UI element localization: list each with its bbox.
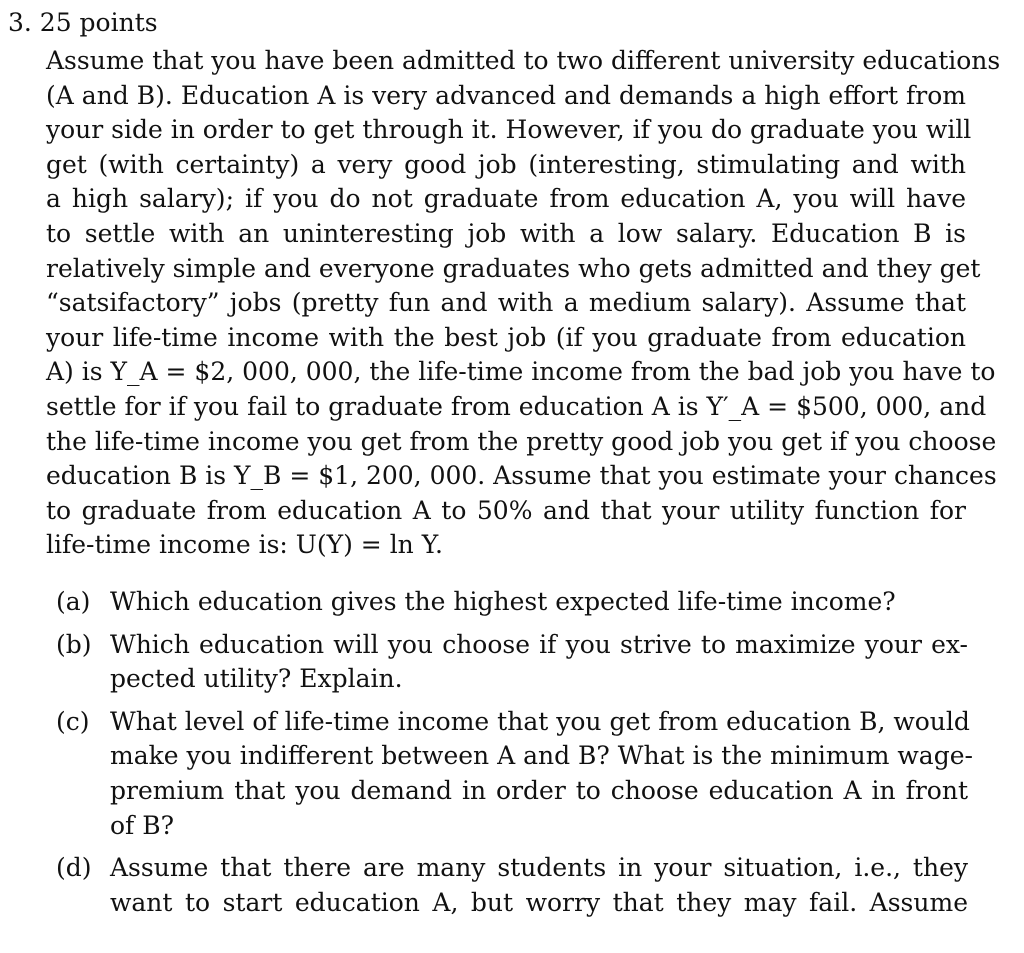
subquestion-text: [110, 705, 973, 843]
statement-line: a high salary); if you do not graduate from education A, you will have: [46, 184, 966, 214]
statement-line: your life-time income with the best job (if you graduate from education: [46, 322, 966, 352]
statement-line: education B is Y_B = $1, 200, 000. Assume that you estimate your chances: [46, 461, 997, 491]
statement-line: relatively simple and everyone graduates who gets admitted and they get: [46, 253, 981, 283]
subquestion-line: of B?: [110, 810, 175, 840]
subquestion-b: [56, 628, 968, 697]
subquestion-text: [110, 851, 968, 920]
subquestion-line: pected utility? Explain.: [110, 664, 403, 694]
statement-line: the life-time income you get from the pretty good job you get if you choose: [46, 426, 997, 456]
statement-line: (A and B). Education A is very advanced and demands a high effort from: [46, 80, 966, 110]
statement-line: A) is Y_A = $2, 000, 000, the life-time income from the bad job you have to: [46, 357, 996, 387]
subquestion-line: Assume that there are many students in your situation, i.e., they: [110, 853, 968, 883]
subquestion-label: (a): [56, 587, 91, 616]
problem-statement: [46, 44, 1001, 563]
subquestion-label: (b): [56, 629, 92, 659]
subquestion-line: make you indifferent between A and B? What is the minimum wage-: [110, 741, 973, 771]
subquestion-line: premium that you demand in order to choose education A in front: [110, 775, 968, 805]
statement-line: get (with certainty) a very good job (interesting, stimulating and with: [46, 149, 966, 179]
statement-line: your side in order to get through it. However, if you do graduate you will: [46, 115, 972, 145]
statement-line: “satsifactory” jobs (pretty fun and with a medium salary). Assume that: [46, 288, 966, 318]
subquestion-label: (c): [56, 706, 90, 736]
subquestion-text: [110, 585, 968, 620]
subquestion-d: [56, 851, 968, 920]
statement-line: to settle with an uninteresting job with a low salary. Education B is: [46, 218, 966, 248]
subquestion-line: What level of life-time income that you get from education B, would: [110, 706, 970, 736]
problem-header: 3. 25 points: [8, 8, 158, 37]
statement-line: settle for if you fail to graduate from education A is Y′_A = $500, 000, and: [46, 391, 987, 421]
subquestion-line: Which education will you choose if you strive to maximize your ex-: [110, 629, 968, 659]
subquestion-c: [56, 705, 973, 843]
subquestion-label: (d): [56, 853, 92, 883]
subquestion-line: Which education gives the highest expected life-time income?: [110, 587, 896, 616]
subquestion-a: [56, 585, 968, 620]
statement-line: Assume that you have been admitted to two different university educations: [46, 46, 1001, 75]
statement-line: to graduate from education A to 50% and that your utility function for: [46, 495, 966, 525]
subquestion-text: [110, 628, 968, 697]
statement-line: life-time income is: U(Y) = ln Y.: [46, 530, 443, 560]
subquestion-line: want to start education A, but worry that they may fail. Assume: [110, 887, 968, 917]
subquestions-list: [56, 585, 973, 928]
